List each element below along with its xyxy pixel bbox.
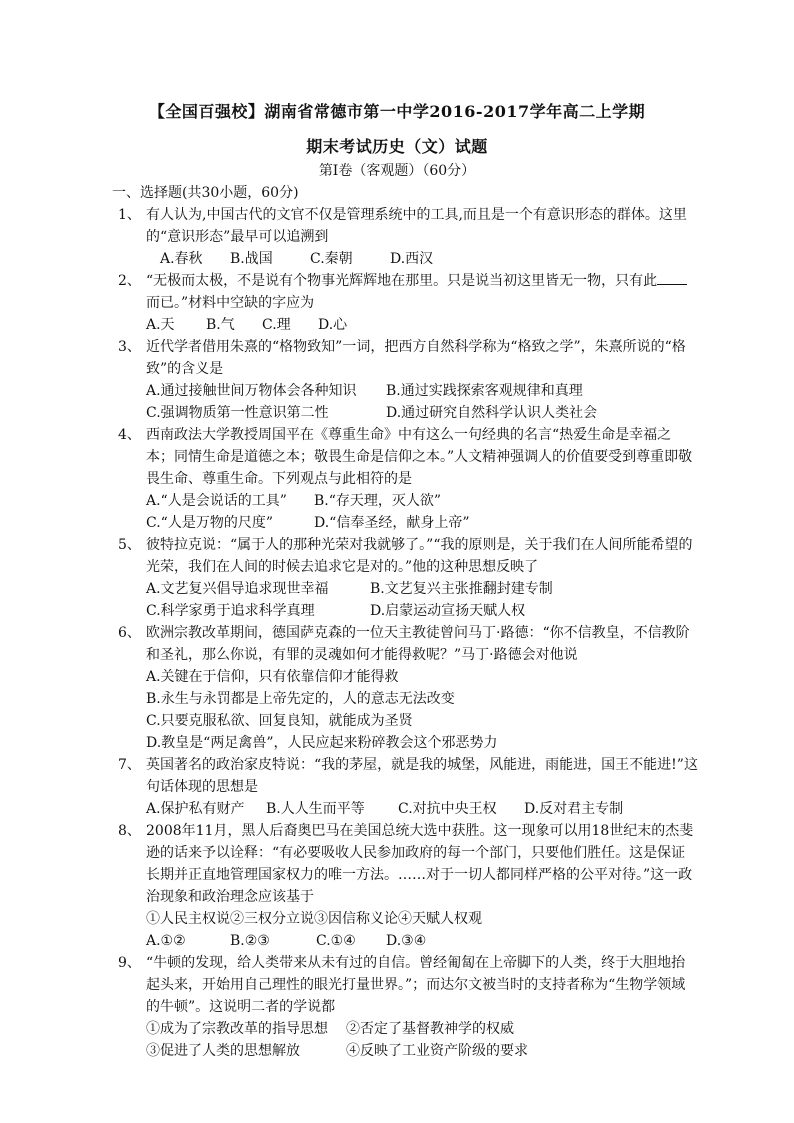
option-b: B.战国 <box>230 251 273 267</box>
question-text: 西南政法大学教授周国平在《尊重生命》中有这么一句经典的名言“热爱生命是幸福之本；同情生命是道德之本；敬畏生命是信仰之本。”人文精神强调人的价值要受到尊重即敬畏生命、尊重生命。下列观点与此相符的是 <box>146 427 693 487</box>
option-d: D.“信奉圣经，献身上帝” <box>314 515 470 531</box>
option-b: B.永生与永罚都是上帝先定的，人的意志无法改变 <box>146 691 455 707</box>
option-a: A.保护私有财产 <box>146 801 245 817</box>
option-c: C.理 <box>262 317 291 333</box>
statement-2: ②否定了基督教神学的权威 <box>346 1021 514 1037</box>
option-d: D.西汉 <box>390 251 434 267</box>
option-c: C.只要克服私欲、回复良知，就能成为圣贤 <box>146 713 413 729</box>
statement-3: ③促进了人类的思想解放 <box>146 1043 300 1059</box>
statement-list <box>146 1018 698 1062</box>
option-c: C.“人是万物的尺度” <box>146 515 273 531</box>
question-text: 欧洲宗教改革期间，德国萨克森的一位天主教徒曾问马丁·路德：“你不信教皇，不信教阶和圣礼，那么你说，有罪的灵魂如何才能得救呢？”马丁·路德会对他说 <box>146 625 690 663</box>
question-number: 6、 <box>118 625 141 641</box>
question-text-part-2: 而已。”材料中空缺的字应为 <box>146 295 315 311</box>
question-number: 1、 <box>118 207 141 223</box>
statement-1: ①成为了宗教改革的指导思想 <box>146 1021 328 1037</box>
question-text-part-1: “无极而太极，不是说有个物事光辉辉地在那里。只是说当初这里皆无一物，只有此 <box>146 273 658 289</box>
question-number: 8、 <box>118 823 141 839</box>
question-number: 2、 <box>118 273 141 289</box>
question-5 <box>118 534 698 622</box>
question-text: 英国著名的政治家皮特说：“我的茅屋，就是我的城堡，风能进，雨能进，国王不能进!”这句话体现的思想是 <box>146 757 698 795</box>
option-a: A.春秋 <box>160 251 203 267</box>
option-d: D.③④ <box>386 933 427 949</box>
question-9 <box>118 952 698 1062</box>
question-text: 2008年11月，黑人后裔奥巴马在美国总统大选中获胜。这一现象可以用18世纪末的杰斐逊的话来予以诠释：“有必要吸收人民参加政府的每一个部门，只要他们胜任。这是保证长期并正直地管理国家权力的唯一方法。……对于一切人都同样严格的公平对待。”这一政治现象和政治理念应该基于 <box>146 823 694 905</box>
option-d: D.通过研究自然科学认识人类社会 <box>386 405 598 421</box>
option-c: C.强调物质第一性意识第二性 <box>146 405 329 421</box>
options <box>146 798 698 820</box>
option-b: B.气 <box>206 317 235 333</box>
options <box>146 314 698 336</box>
option-d: D.反对君主专制 <box>524 801 624 817</box>
document-title-line-2: 期末考试历史（文）试题 <box>306 137 488 156</box>
question-number: 5、 <box>118 537 141 553</box>
question-8 <box>118 820 698 952</box>
question-3 <box>118 336 698 424</box>
question-4 <box>118 424 698 534</box>
question-text <box>146 270 698 314</box>
option-d: D.教皇是“两足禽兽”，人民应起来粉碎教会这个邪恶势力 <box>146 735 498 751</box>
option-a: A.天 <box>146 317 175 333</box>
question-text: “牛顿的发现，给人类带来从未有过的自信。曾经匍匐在上帝脚下的人类，终于大胆地抬起头来，开始用自己理性的眼光打量世界。”；而达尔文被当时的支持者称为“生物学领域的牛顿”。这说明二者的学说都 <box>146 955 686 1015</box>
options <box>146 490 698 534</box>
statement-4: ④反映了工业资产阶级的要求 <box>346 1043 528 1059</box>
options <box>146 578 698 622</box>
option-a: A.①② <box>146 933 186 949</box>
options <box>146 248 698 270</box>
option-b: B.通过实践探索客观规律和真理 <box>386 383 583 399</box>
option-b: B.人人生而平等 <box>266 801 365 817</box>
question-text: 彼特拉克说：“属于人的那种光荣对我就够了。”“我的原则是，关于我们在人间所能希望的光荣，我们在人间的时候去追求它是对的。”他的这种思想反映了 <box>146 537 693 575</box>
question-6 <box>118 622 698 754</box>
question-number: 4、 <box>118 427 141 443</box>
volume-heading: 第I卷（客观题）（60分） <box>318 163 476 179</box>
question-text: 近代学者借用朱熹的“格物致知”一词，把西方自然科学称为“格致之学”，朱熹所说的“格致”的含义是 <box>146 339 686 377</box>
question-number: 7、 <box>118 757 141 773</box>
document-title-line-1: 【全国百强校】湖南省常德市第一中学2016-2017学年高二上学期 <box>148 102 646 121</box>
question-number: 3、 <box>118 339 141 355</box>
option-b: B.文艺复兴主张推翻封建专制 <box>370 581 553 597</box>
options <box>146 380 698 424</box>
options <box>146 930 698 952</box>
option-b: B.“存天理，灭人欲” <box>314 493 442 509</box>
question-text: 有人认为,中国古代的文官不仅是管理系统中的工具,而且是一个有意识形态的群体。这里的“意识形态”最早可以追溯到 <box>146 207 687 245</box>
option-d: D.启蒙运动宣扬天赋人权 <box>370 603 526 619</box>
option-c: C.对抗中央王权 <box>398 801 497 817</box>
fill-in-blank <box>657 270 687 285</box>
question-7 <box>118 754 698 820</box>
question-list <box>112 182 698 1062</box>
option-a: A.“人是会说话的工具” <box>146 493 287 509</box>
statement-list: ①人民主权说②三权分立说③因信称义论④天赋人权观 <box>146 911 482 927</box>
question-2 <box>118 270 698 336</box>
section-heading: 一、选择题(共30小题，60分) <box>112 185 299 201</box>
options <box>146 666 698 754</box>
option-d: D.心 <box>318 317 348 333</box>
option-a: A.文艺复兴倡导追求现世幸福 <box>146 581 329 597</box>
option-c: C.科学家勇于追求科学真理 <box>146 603 315 619</box>
question-1 <box>118 204 698 270</box>
option-b: B.②③ <box>230 933 270 949</box>
option-c: C.①④ <box>316 933 356 949</box>
option-c: C.秦朝 <box>310 251 353 267</box>
option-a: A.关键在于信仰，只有依靠信仰才能得救 <box>146 669 399 685</box>
option-a: A.通过接触世间万物体会各种知识 <box>146 383 357 399</box>
question-number: 9、 <box>118 955 141 971</box>
